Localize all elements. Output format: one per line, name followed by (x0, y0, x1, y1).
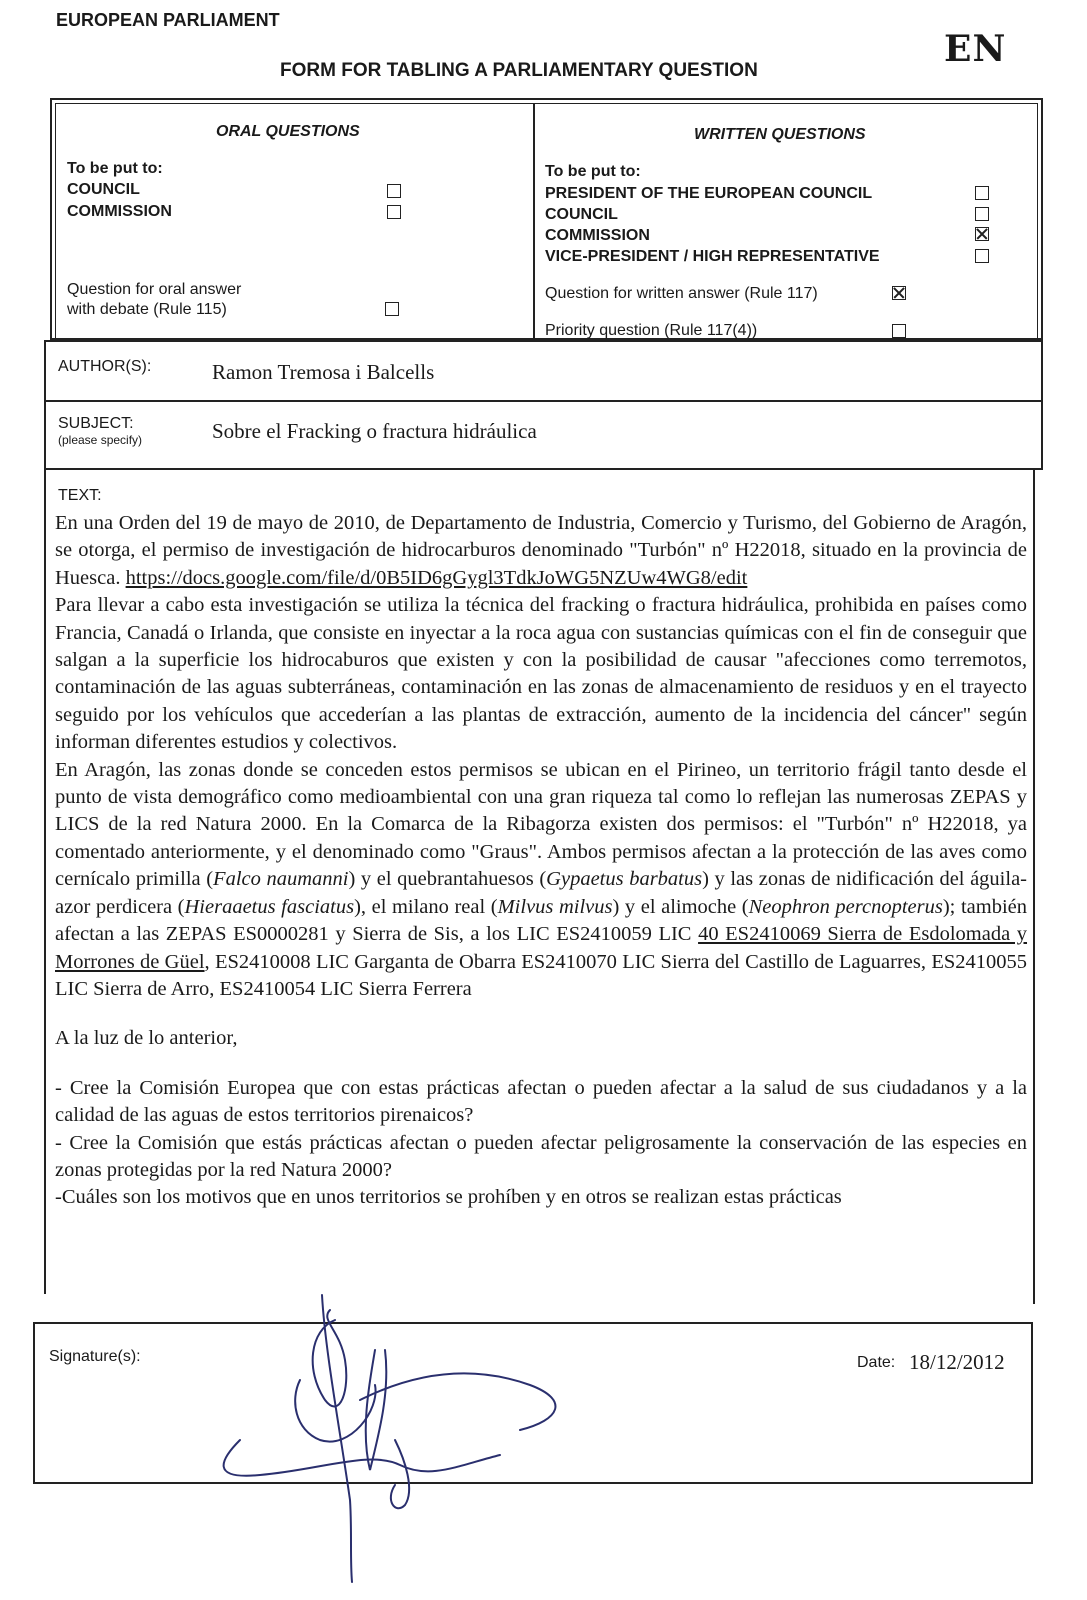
question-3: -Cuáles son los motivos que en unos territorios se prohíben y en otros se realizan estas prácticas (55, 1186, 842, 1209)
written-president-checkbox[interactable] (975, 186, 989, 200)
author-row (44, 340, 1043, 402)
text-label: TEXT: (58, 487, 102, 504)
signature-label: Signature(s): (49, 1348, 141, 1365)
date-label: Date: (857, 1354, 896, 1371)
paragraph-2: Para llevar a cabo esta investigación se utiliza la técnica del fracking o fractura hidráulica, prohibida en países como Francia, Canadá o Irlanda, que consiste en inyectar a la roca agua con sustancias químicas con el fin de conseguir que salgan a la superficie los hidrocaburos que existen y con la posibilidad de causar "afecciones como terremotos, contaminación de las aguas subterráneas, contaminación en las zonas de almacenamiento de residuos y en el trayecto seguido por los vehículos que accederían a las plantas de extracción, aumento de la incidencia del cáncer" según informan diferentes estudios y colectivos. (55, 594, 1027, 754)
oral-commission-checkbox[interactable] (387, 205, 401, 219)
paragraph-1 (55, 510, 1027, 592)
written-council-checkbox[interactable] (975, 207, 989, 221)
question-2: - Cree la Comisión que estás prácticas afectan o pueden afectar peligrosamente la conservación de las especies en zonas protegidas por la red Natura 2000? (55, 1131, 1027, 1181)
institution-title: EUROPEAN PARLIAMENT (56, 10, 280, 30)
written-commission-label: COMMISSION (545, 227, 650, 244)
written-council-label: COUNCIL (545, 206, 618, 223)
species-milvus: Milvus milvus (497, 895, 613, 918)
oral-council-label: COUNCIL (67, 181, 140, 198)
oral-debate-line2: with debate (Rule 115) (67, 301, 227, 318)
form-title: FORM FOR TABLING A PARLIAMENTARY QUESTION (280, 60, 758, 81)
text-p3b: ) y el quebrantahuesos ( (348, 868, 547, 891)
subject-hint: (please specify) (58, 433, 143, 447)
text-p3c: ) y las zonas de nidificación del águila-azor perdicera ( (55, 868, 1027, 918)
question-text (55, 510, 1027, 1212)
subject-row (44, 400, 1043, 470)
written-commission-checkbox-checked[interactable] (975, 227, 989, 241)
written-answer-label: Question for written answer (Rule 117) (545, 285, 818, 302)
species-neophron: Neophron percnopterus (748, 895, 943, 918)
subject-value: Sobre el Fracking o fractura hidráulica (212, 419, 537, 443)
species-hieraaetus: Hieraaetus fasciatus (184, 895, 355, 918)
priority-question-label: Priority question (Rule 117(4)) (545, 322, 758, 339)
text-right-border (1033, 468, 1035, 1304)
text-p3-underlined: 40 ES2410069 Sierra de Esdolomada y Morrones de Güel (55, 923, 1028, 973)
written-vp-checkbox[interactable] (975, 249, 989, 263)
written-put-to: To be put to: (545, 163, 641, 180)
text-p3d: ), el milano real ( (354, 895, 498, 918)
written-president-label: PRESIDENT OF THE EUROPEAN COUNCIL (545, 185, 873, 202)
handwritten-signature (200, 1290, 620, 1590)
oral-commission-label: COMMISSION (67, 203, 172, 220)
intro-line: A la luz de lo anterior, (55, 1027, 238, 1050)
written-vp-label: VICE-PRESIDENT / HIGH REPRESENTATIVE (545, 248, 880, 265)
text-p3a: En Aragón, las zonas donde se conceden estos permisos se ubican en el Pirineo, un territorio frágil tanto desde el punto de vista demográfico como medioambiental con una gran riqueza tal como lo reflejan las numerosas ZEPAS y LICS de la red Natura 2000. En la Comarca de la Ribagorza existen dos permisos: el "Turbón" nº H22018, ya comentado anteriormente, y el denominado como "Graus". Ambos permisos afectan a la protección de las aves como cernícalo primilla ( (55, 758, 1027, 891)
text-p3e: ) y el alimoche ( (612, 895, 749, 918)
paragraph-3 (55, 757, 1027, 1004)
author-value: Ramon Tremosa i Balcells (212, 360, 435, 384)
text-left-border (44, 468, 46, 1294)
text-p3g: , ES2410008 LIC Garganta de Obarra ES2410070 LIC Sierra del Castillo de Laguarres, ES2410055 LIC Sierra de Arro, ES2410054 LIC Sierra Ferrera (55, 950, 1027, 1000)
subject-label-group (58, 415, 142, 447)
document-link[interactable]: https://docs.google.com/file/d/0B5ID6gGygl3TdkJoWG5NZUw4WG8/edit (125, 566, 748, 589)
species-falco: Falco naumanni (213, 868, 349, 891)
written-questions-heading: WRITTEN QUESTIONS (694, 126, 866, 143)
date-value: 18/12/2012 (909, 1350, 1005, 1374)
author-label: AUTHOR(S): (58, 358, 152, 375)
text-p3f: ); también afectan a las ZEPAS ES0000281 y Sierra de Sis, a los LIC ES2410059 LIC (55, 895, 1027, 946)
oral-debate-checkbox[interactable] (385, 302, 399, 316)
species-gypaetus: Gypaetus barbatus (546, 868, 703, 891)
question-type-table (50, 98, 1043, 340)
written-answer-checkbox-checked[interactable] (892, 286, 906, 300)
priority-question-checkbox[interactable] (892, 324, 906, 338)
question-1: - Cree la Comisión Europea que con estas prácticas afectan o pueden afectar a la salud de sus ciudadanos y a la calidad de las aguas de estos territorios pirenaicos? (55, 1076, 1027, 1127)
oral-questions-heading: ORAL QUESTIONS (216, 123, 360, 140)
subject-label: SUBJECT: (58, 415, 134, 432)
oral-debate-line1: Question for oral answer (67, 281, 242, 298)
oral-council-checkbox[interactable] (387, 184, 401, 198)
language-code: EN (944, 28, 1007, 70)
column-divider (533, 104, 535, 338)
text-p1: En una Orden del 19 de mayo de 2010, de Departamento de Industria, Comercio y Turismo, del Gobierno de Aragón, se otorga, el permiso de investigación de hidrocarburos denominado "Turbón" nº H22018, situado en la provincia de Huesca. (55, 512, 1027, 589)
oral-put-to: To be put to: (67, 160, 163, 177)
